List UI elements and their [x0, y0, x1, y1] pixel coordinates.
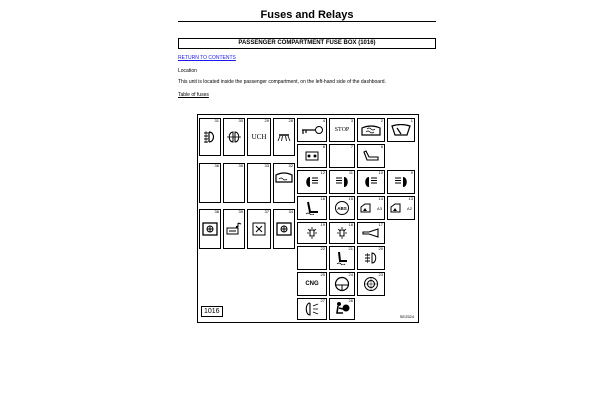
- fuse-12: 12: [297, 170, 327, 194]
- fuse-6: 6: [357, 144, 385, 168]
- return-to-contents-link[interactable]: RETURN TO CONTENTS: [178, 55, 236, 61]
- fuse-37: 37: [247, 209, 271, 249]
- fuse-28: 28: [273, 118, 295, 156]
- abs-icon: [358, 273, 384, 295]
- key-icon: [298, 119, 326, 141]
- fuse-30: 30: [223, 118, 245, 156]
- interior-light-icon: [274, 119, 294, 155]
- wiper-icon: [388, 119, 414, 141]
- heater-icon: [248, 210, 270, 248]
- fuse-15: 15 ABS: [329, 196, 355, 220]
- fuse-24: 24: [329, 272, 355, 296]
- title-divider: [178, 21, 436, 22]
- location-label: Location: [178, 68, 197, 74]
- location-text: This unit is located inside the passenger compartment, on the left-hand side of the dashboard.: [178, 79, 386, 85]
- steering-icon: [330, 273, 354, 295]
- section-heading: PASSENGER COMPARTMENT FUSE BOX (1016): [178, 38, 436, 49]
- fuse-19: 19: [297, 222, 327, 244]
- fuse-38: 38: [199, 209, 221, 249]
- heated-screen-icon: [274, 164, 294, 202]
- fuse-7: 7: [329, 144, 355, 168]
- fuse-26: 26: [329, 298, 355, 320]
- airbag-icon: [330, 299, 354, 319]
- fuse-9: 9: [387, 170, 415, 194]
- headlamp-icon: [298, 171, 326, 193]
- fan-icon: [200, 210, 220, 248]
- fuse-33: 33: [247, 163, 271, 203]
- uch-label: UCH: [251, 133, 267, 141]
- fuse-27: 27: [297, 298, 327, 320]
- fog-lamp-icon: [358, 247, 384, 269]
- radio-icon: [298, 145, 326, 167]
- flasher-icon: [298, 299, 326, 319]
- horn-icon: [358, 223, 384, 243]
- electric-window-icon: A3: [358, 197, 384, 219]
- fuse-35: 35: [223, 163, 245, 203]
- fuse-11: 11: [329, 170, 355, 194]
- fuse-22: 22: [297, 246, 327, 270]
- fuse-10: 10: [357, 170, 385, 194]
- fuse-14: 14 A3: [357, 196, 385, 220]
- fuse-box-diagram: [197, 114, 419, 323]
- fuse-23: 23: [357, 272, 385, 296]
- diagram-code: SE2524: [399, 314, 414, 319]
- fuse-3: 3 STOP: [329, 118, 355, 142]
- svg-text:ABS: ABS: [337, 206, 347, 211]
- fuse-2: 2: [357, 118, 385, 142]
- fuse-18: 18: [329, 222, 355, 244]
- fuse-13: 13 A2: [387, 196, 415, 220]
- audio-icon: [224, 210, 244, 248]
- rear-fog-icon: [200, 119, 220, 155]
- unit-code: 1016: [201, 306, 223, 317]
- fuse-36: 36: [199, 163, 221, 203]
- seat-icon: [358, 145, 384, 167]
- headlamp-icon: [330, 171, 354, 193]
- page-title: Fuses and Relays: [260, 9, 354, 21]
- headlamp-icon: [388, 171, 414, 193]
- sidelamp-icon: [330, 223, 354, 243]
- fuse-4: 4: [297, 118, 327, 142]
- rear-demister-icon: [358, 119, 384, 141]
- electric-window-icon: A2: [388, 197, 414, 219]
- fuse-8: 8: [297, 144, 327, 168]
- fuse-16: 16: [297, 196, 327, 220]
- abs-icon: [330, 197, 354, 219]
- fog-lamp-icon: [224, 119, 244, 155]
- fuse-32: 32: [273, 163, 295, 203]
- fuse-1: 1: [387, 118, 415, 142]
- fuse-17: 17: [357, 222, 385, 244]
- sidelamp-icon: [298, 223, 326, 243]
- cng-label: CNG: [305, 281, 319, 287]
- table-of-fuses-link[interactable]: Table of fuses: [178, 92, 209, 98]
- fuse-21: 21: [329, 246, 355, 270]
- fuse-39: 39: [223, 209, 245, 249]
- fuse-25: 25 CNG: [297, 272, 327, 296]
- fuse-29: 29 UCH: [247, 118, 271, 156]
- fuse-31: 31: [199, 118, 221, 156]
- fuse-20: 20: [357, 246, 385, 270]
- heated-seat-icon: [298, 197, 326, 219]
- heated-seat-icon: [330, 247, 354, 269]
- fan-icon: [274, 210, 294, 248]
- fuse-34: 34: [273, 209, 295, 249]
- stop-label: STOP: [334, 127, 350, 133]
- headlamp-icon: [358, 171, 384, 193]
